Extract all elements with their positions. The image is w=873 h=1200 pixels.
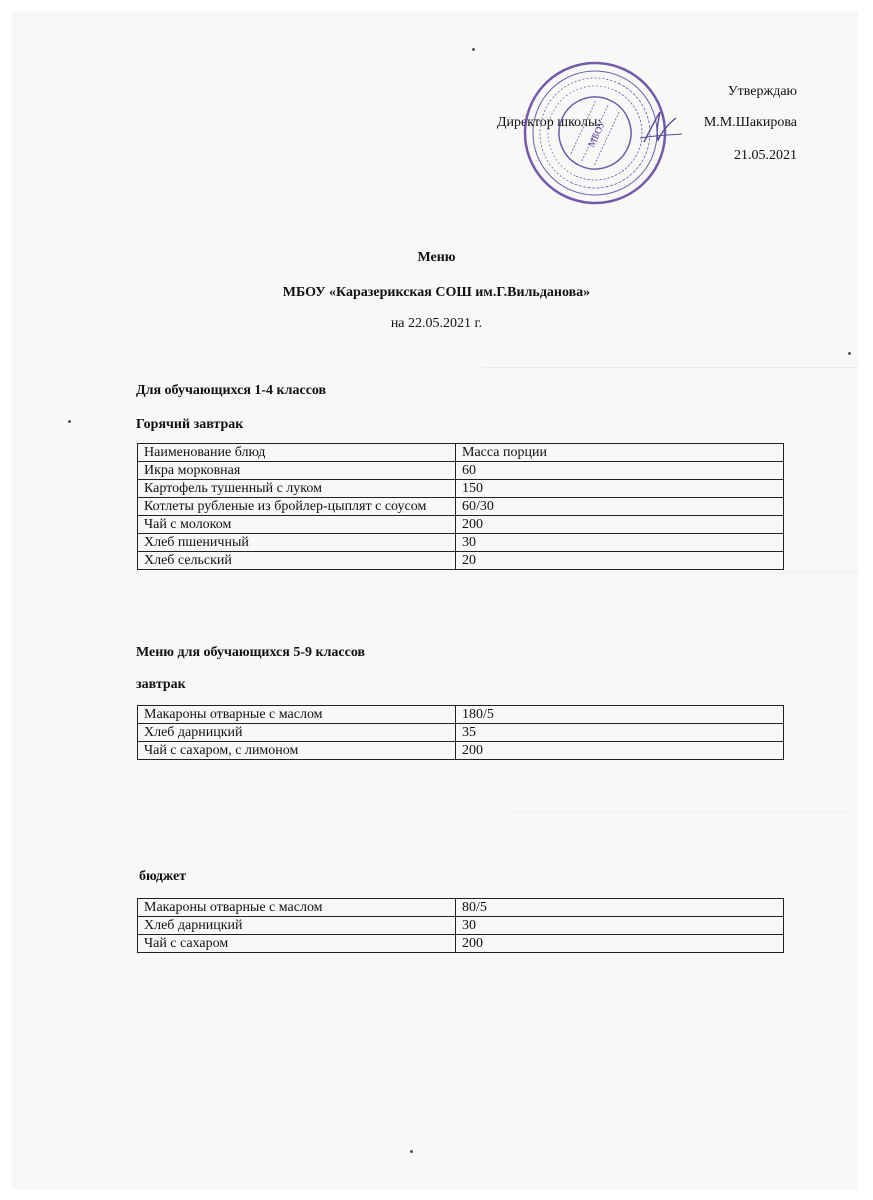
table-row (138, 462, 784, 480)
dish-name: Хлеб пшеничный (138, 534, 456, 552)
portion-value: 200 (456, 516, 784, 534)
scan-speck (410, 1150, 413, 1153)
dish-name: Хлеб дарницкий (138, 917, 456, 935)
portion-value: 180/5 (456, 706, 784, 724)
portion-value: 60/30 (456, 498, 784, 516)
table-row (138, 917, 784, 935)
table-row (138, 516, 784, 534)
svg-text:МБОУ: МБОУ (586, 118, 609, 150)
table-row (138, 706, 784, 724)
table-row (138, 742, 784, 760)
portion-value: 200 (456, 935, 784, 953)
dish-name: Котлеты рубленые из бройлер-цыплят с соусом (138, 498, 456, 516)
scan-speck (848, 352, 851, 355)
portion-value: 30 (456, 917, 784, 935)
school-name: МБОУ «Каразерикская СОШ им.Г.Вильданова» (282, 285, 591, 300)
dish-name: Хлеб дарницкий (138, 724, 456, 742)
approve-label: Утверждаю (727, 84, 797, 99)
section2-subtitle: завтрак (136, 677, 186, 692)
scan-speck (472, 48, 475, 51)
header-portion: Масса порции (456, 444, 784, 462)
page-title: Меню (417, 250, 456, 265)
portion-value: 35 (456, 724, 784, 742)
table-row (138, 935, 784, 953)
table-row (138, 552, 784, 570)
portion-value: 150 (456, 480, 784, 498)
section1-table (137, 443, 784, 570)
section2-title: Меню для обучающихся 5-9 классов (136, 645, 366, 660)
section2-table (137, 705, 784, 760)
scan-speck (68, 420, 71, 423)
section1-title: Для обучающихся 1-4 классов (136, 383, 327, 398)
dish-name: Макароны отварные с маслом (138, 899, 456, 917)
dish-name: Чай с сахаром (138, 935, 456, 953)
portion-value: 200 (456, 742, 784, 760)
dish-name: Икра морковная (138, 462, 456, 480)
portion-value: 60 (456, 462, 784, 480)
table-row (138, 899, 784, 917)
director-signature (636, 108, 686, 148)
dish-name: Макароны отварные с маслом (138, 706, 456, 724)
portion-value: 80/5 (456, 899, 784, 917)
table-header-row (138, 444, 784, 462)
dish-name: Чай с сахаром, с лимоном (138, 742, 456, 760)
table-row (138, 480, 784, 498)
document-page (12, 12, 858, 1190)
section3-table (137, 898, 784, 953)
section1-subtitle: Горячий завтрак (136, 417, 244, 432)
approval-date: 21.05.2021 (734, 148, 797, 163)
portion-value: 20 (456, 552, 784, 570)
dish-name: Хлеб сельский (138, 552, 456, 570)
table-row (138, 498, 784, 516)
director-name: М.М.Шакирова (703, 115, 797, 130)
dish-name: Чай с молоком (138, 516, 456, 534)
menu-date: на 22.05.2021 г. (390, 316, 483, 331)
table-row (138, 724, 784, 742)
portion-value: 30 (456, 534, 784, 552)
director-label: Директор школы: (497, 115, 602, 130)
bleed-through-background (12, 12, 858, 1190)
dish-name: Картофель тушенный с луком (138, 480, 456, 498)
section3-subtitle: бюджет (139, 869, 187, 884)
table-row (138, 534, 784, 552)
header-dish-name: Наименование блюд (138, 444, 456, 462)
